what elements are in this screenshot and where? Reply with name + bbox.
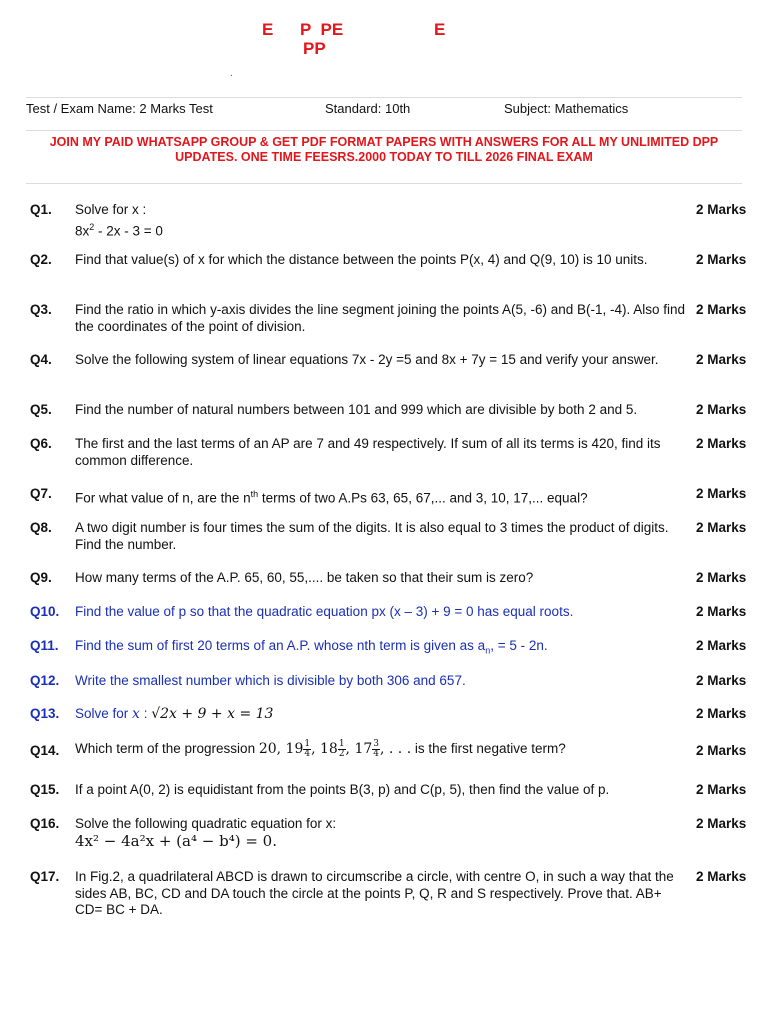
question-text-part: Solve for x : bbox=[75, 202, 147, 217]
fraction bbox=[372, 740, 380, 759]
question-text bbox=[75, 740, 687, 759]
promo-notice: JOIN MY PAID WHATSAPP GROUP & GET PDF FORMAT PAPERS WITH ANSWERS FOR ALL MY UNLIMITED DPP UPDATES. ONE TIME FEESRS.2000 TODAY TO TILL 2026 FINAL EXAM bbox=[49, 135, 719, 164]
marks-label: 2 Marks bbox=[696, 570, 747, 585]
question-number: Q10. bbox=[30, 604, 60, 619]
question-number: Q11. bbox=[30, 638, 59, 653]
question-text: Find the ratio in which y-axis divides the line segment joining the points A(5, -6) and B(-1, -4). Also find the coordinates of the point of division. bbox=[75, 302, 686, 334]
numerator: 3 bbox=[373, 739, 379, 749]
marks-label: 2 Marks bbox=[696, 816, 747, 831]
numerator: 1 bbox=[338, 739, 345, 749]
question-text-part: : bbox=[139, 706, 152, 721]
marks-label: 2 Marks bbox=[696, 436, 747, 451]
question-number: Q7. bbox=[30, 486, 52, 501]
marks-label: 2 Marks bbox=[696, 638, 747, 653]
question-text-part: - 2x - 3 = 0 bbox=[94, 223, 163, 238]
divider-mid bbox=[26, 130, 742, 131]
question-text bbox=[75, 202, 687, 240]
question-text: The first and the last terms of an AP are 7 and 49 respectively. If sum of all its terms is 420, find its common difference. bbox=[75, 436, 661, 468]
question-text-part: terms of two A.Ps 63, 65, 67,... and 3, 10, 17,... equal? bbox=[258, 490, 588, 506]
question-number: Q5. bbox=[30, 402, 52, 417]
math-expression: , . . . bbox=[380, 741, 412, 758]
denominator: 4 bbox=[373, 749, 379, 759]
math-expression: 4x² − 4a²x + (a⁴ − b⁴) = 0. bbox=[75, 831, 277, 850]
question-number: Q3. bbox=[30, 302, 52, 317]
question-text-part: 8x bbox=[75, 223, 90, 238]
fraction bbox=[338, 740, 346, 759]
question-number: Q8. bbox=[30, 520, 52, 535]
question-text-part: , = 5 - 2n. bbox=[490, 638, 548, 653]
question-text-part: Find the sum of first 20 terms of an A.P. whose nth term is given as a bbox=[75, 638, 486, 653]
question-text-part: For what value of n, are the n bbox=[75, 490, 251, 506]
denominator: 4 bbox=[304, 749, 311, 759]
marks-label: 2 Marks bbox=[696, 402, 747, 417]
marks-label: 2 Marks bbox=[696, 252, 747, 267]
question-text-part: is the first negative term? bbox=[411, 741, 566, 757]
divider-bottom bbox=[26, 183, 742, 184]
question-number: Q12. bbox=[30, 673, 60, 688]
header-red-text-1: E bbox=[262, 20, 274, 39]
question-text-part: Which term of the progression bbox=[75, 741, 259, 757]
question-text: How many terms of the A.P. 65, 60, 55,.... be taken so that their sum is zero? bbox=[75, 570, 534, 585]
question-number: Q1. bbox=[30, 202, 52, 217]
marks-label: 2 Marks bbox=[696, 743, 747, 758]
marks-label: 2 Marks bbox=[696, 706, 747, 721]
question-number: Q16. bbox=[30, 816, 60, 831]
question-text: A two digit number is four times the sum of the digits. It is also equal to 3 times the product of digits. Find the number. bbox=[75, 520, 669, 552]
superscript: 2 bbox=[89, 221, 95, 232]
question-number: Q15. bbox=[30, 782, 60, 797]
question-text: If a point A(0, 2) is equidistant from the points B(3, p) and C(p, 5), then find the value of p. bbox=[75, 782, 610, 797]
question-text: In Fig.2, a quadrilateral ABCD is drawn to circumscribe a circle, with centre O, in such a way that the sides AB, BC, CD and DA touch the circle at the points P, Q, R and S respectively. Prove that. AB+ CD= BC + DA. bbox=[75, 869, 674, 917]
header-red-text-2: P PE bbox=[300, 20, 344, 39]
numerator: 1 bbox=[304, 739, 311, 749]
superscript: th bbox=[250, 489, 259, 499]
denominator: 2 bbox=[338, 749, 345, 759]
question-text: Find that value(s) of x for which the distance between the points P(x, 4) and Q(9, 10) is 10 units. bbox=[75, 252, 648, 267]
question-text: Write the smallest number which is divisible by both 306 and 657. bbox=[75, 673, 466, 688]
exam-name: Test / Exam Name: 2 Marks Test bbox=[26, 101, 213, 116]
math-expression: , 17 bbox=[345, 741, 373, 758]
math-expression: x bbox=[132, 706, 140, 722]
header-red-text-3: E bbox=[434, 20, 446, 39]
question-number: Q13. bbox=[30, 706, 60, 721]
standard: Standard: 10th bbox=[325, 101, 411, 116]
question-text bbox=[75, 816, 687, 850]
fraction bbox=[303, 740, 311, 759]
marks-label: 2 Marks bbox=[696, 673, 747, 688]
question-number: Q14. bbox=[30, 743, 60, 758]
question-text-part: Solve the following quadratic equation for x: bbox=[75, 816, 337, 831]
marks-label: 2 Marks bbox=[696, 202, 747, 217]
question-text: Find the number of natural numbers between 101 and 999 which are divisible by both 2 and 5. bbox=[75, 402, 638, 417]
question-number: Q17. bbox=[30, 869, 60, 884]
question-text-part: Solve for bbox=[75, 706, 133, 721]
marks-label: 2 Marks bbox=[696, 782, 747, 797]
header-red-text-4: PP bbox=[303, 39, 326, 58]
question-text bbox=[75, 486, 687, 507]
math-expression: 20, 19 bbox=[258, 741, 304, 758]
math-expression: , 18 bbox=[311, 741, 338, 758]
question-number: Q4. bbox=[30, 352, 52, 367]
question-text bbox=[75, 706, 687, 723]
marks-label: 2 Marks bbox=[696, 302, 747, 317]
marks-label: 2 Marks bbox=[696, 486, 747, 501]
divider-top bbox=[26, 97, 742, 98]
question-number: Q2. bbox=[30, 252, 52, 267]
question-text bbox=[75, 638, 687, 659]
marks-label: 2 Marks bbox=[696, 520, 747, 535]
marks-label: 2 Marks bbox=[696, 869, 747, 884]
subscript: n bbox=[485, 645, 491, 656]
question-number: Q6. bbox=[30, 436, 52, 451]
question-text: Solve the following system of linear equations 7x - 2y =5 and 8x + 7y = 15 and verify your answer. bbox=[75, 352, 659, 367]
question-number: Q9. bbox=[30, 570, 52, 585]
subject: Subject: Mathematics bbox=[504, 101, 629, 116]
marks-label: 2 Marks bbox=[696, 352, 747, 367]
math-expression: √2x + 9 + x = 13 bbox=[151, 706, 274, 722]
header-dot: . bbox=[230, 68, 233, 79]
question-text: Find the value of p so that the quadratic equation px (x – 3) + 9 = 0 has equal roots. bbox=[75, 604, 574, 619]
marks-label: 2 Marks bbox=[696, 604, 747, 619]
